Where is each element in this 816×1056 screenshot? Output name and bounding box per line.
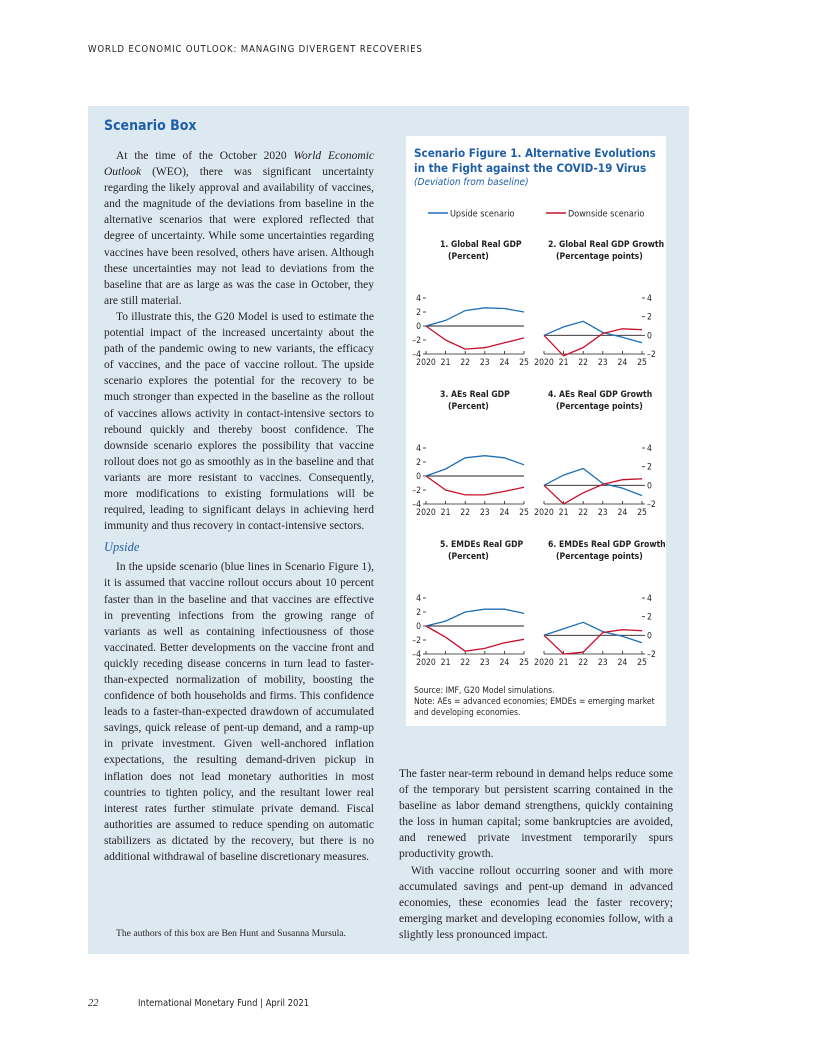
y-tick-label: –2 (647, 350, 656, 360)
panel-unit: (Percentage points) (556, 402, 643, 412)
panel-unit: (Percent) (448, 402, 489, 412)
x-tick-label: 21 (440, 358, 451, 368)
panel-title: 5. EMDEs Real GDP (440, 540, 524, 550)
x-tick-label: 24 (499, 508, 510, 518)
page-number: 22 (88, 998, 99, 1009)
panel-title: 3. AEs Real GDP (440, 390, 510, 400)
x-tick-label: 25 (519, 508, 529, 518)
y-tick-label: –4 (412, 500, 421, 510)
y-tick-label: –2 (647, 500, 656, 510)
footer-text: International Monetary Fund | April 2021 (138, 998, 310, 1009)
x-tick-label: 22 (460, 508, 471, 518)
downside-series-line (426, 626, 524, 651)
x-tick-label: 23 (597, 508, 608, 518)
y-tick-label: 2 (416, 608, 421, 618)
y-tick-label: –2 (412, 636, 421, 646)
legend-downside-label: Downside scenario (568, 209, 645, 220)
x-tick-label: 21 (558, 508, 569, 518)
right-paragraph-2: With vaccine rollout occurring sooner and with more accumulated savings and pent-up demand in advanced economies, these economies lead the faster recovery; emerging market and developing economies follow, with a slightly less pronounced impact. (399, 864, 673, 941)
box-title: Scenario Box (104, 118, 197, 134)
upside-series-line (544, 321, 642, 343)
y-tick-label: –2 (412, 336, 421, 346)
x-tick-label: 25 (519, 358, 529, 368)
y-tick-label: 0 (647, 331, 652, 342)
x-tick-label: 21 (558, 358, 569, 368)
x-tick-label: 2020 (534, 508, 554, 518)
y-tick-label: –2 (647, 650, 656, 660)
scenario-figure (406, 136, 666, 726)
right-column (399, 766, 673, 943)
downside-series-line (544, 479, 642, 504)
panel-unit: (Percentage points) (556, 252, 643, 262)
downside-series-line (426, 326, 524, 349)
downside-series-line (426, 476, 524, 495)
upside-series-line (544, 622, 642, 643)
x-tick-label: 2020 (534, 658, 554, 668)
y-tick-label: 0 (416, 472, 421, 482)
x-tick-label: 2020 (534, 358, 554, 368)
panel-unit: (Percent) (448, 552, 489, 562)
y-tick-label: 4 (416, 594, 421, 604)
x-tick-label: 22 (578, 358, 589, 368)
y-tick-label: 2 (416, 458, 421, 468)
x-tick-label: 24 (617, 658, 628, 668)
panel-unit: (Percent) (448, 252, 489, 262)
y-tick-label: 0 (647, 481, 652, 492)
paragraph-2: To illustrate this, the G20 Model is used to estimate the potential impact of the increased uncertainty about the path of the pandemic owing to new variants, the efficacy of vaccines, and the pace of vaccine rollout. The upside scenario explores the potential for the recovery to be much stronger than expected in the baseline as the rollout of vaccines allows activity in contact-intensive sectors to rebound quickly and thereby boost confidence. The downside scenario explores the possibility that vaccine rollout does not go as smoothly as in the baseline and that variants are more resistant to vaccines. Consequently, more modifications to existing formulations will be required, leading to significant delays in achieving herd immunity and thus recovery in contact-intensive sectors. (104, 310, 374, 533)
x-tick-label: 25 (637, 508, 647, 518)
y-tick-label: 0 (647, 631, 652, 642)
x-tick-label: 23 (597, 358, 608, 368)
y-tick-label: 0 (416, 622, 421, 632)
x-tick-label: 24 (617, 508, 628, 518)
x-tick-label: 22 (460, 358, 471, 368)
x-tick-label: 21 (440, 508, 451, 518)
left-column (104, 148, 374, 865)
x-tick-label: 22 (578, 508, 589, 518)
figure-source (414, 686, 659, 719)
upside-series-line (426, 456, 524, 476)
y-tick-label: –4 (412, 350, 421, 360)
y-tick-label: 2 (647, 612, 652, 623)
x-tick-label: 25 (637, 358, 647, 368)
running-header: WORLD ECONOMIC OUTLOOK: MANAGING DIVERGENT RECOVERIES (88, 44, 423, 55)
upside-heading: Upside (104, 540, 140, 555)
downside-series-line (544, 630, 642, 654)
paragraph-1: At the time of the October 2020 World Economic Outlook (WEO), there was significant uncertainty regarding the likely approval and availability of vaccines, and the magnitude of the deviations from baseline in the alternative scenarios that were explored reflected that degree of uncertainty. While some uncertainties regarding vaccines have been resolved, others have arisen. Although these uncertainties may not lead to deviations from the baseline that are as large as was the case in October, they are still material. (104, 150, 374, 307)
legend-upside-label: Upside scenario (450, 209, 515, 220)
panel-title: 4. AEs Real GDP Growth (548, 390, 653, 400)
panel-title: 1. Global Real GDP (440, 240, 522, 250)
authors-footnote: The authors of this box are Ben Hunt and Susanna Mursula. (116, 928, 346, 939)
panel-unit: (Percentage points) (556, 552, 643, 562)
y-tick-label: 2 (647, 462, 652, 473)
panel-title: 6. EMDEs Real GDP Growth (548, 540, 666, 550)
x-tick-label: 24 (617, 358, 628, 368)
x-tick-label: 23 (479, 358, 490, 368)
x-tick-label: 23 (479, 658, 490, 668)
y-tick-label: 4 (647, 444, 652, 454)
x-tick-label: 22 (460, 658, 471, 668)
right-paragraph-1: The faster near-term rebound in demand helps reduce some of the temporary but persistent scarring contained in the baseline as labor demand strengthens, quickly containing the loss in human capital; some bankruptcies are avoided, and renewed private investment temporarily spurs productivity growth. (399, 768, 673, 861)
y-tick-label: 4 (647, 294, 652, 304)
upside-series-line (426, 308, 524, 326)
y-tick-label: 4 (416, 294, 421, 304)
y-tick-label: 4 (647, 594, 652, 604)
upside-series-line (544, 469, 642, 496)
x-tick-label: 23 (597, 658, 608, 668)
x-tick-label: 22 (578, 658, 589, 668)
y-tick-label: 0 (416, 322, 421, 332)
abbrev-note: Note: AEs = advanced economies; EMDEs = emerging market and developing economies. (414, 697, 655, 718)
y-tick-label: –2 (412, 486, 421, 496)
y-tick-label: 2 (647, 312, 652, 323)
x-tick-label: 21 (440, 658, 451, 668)
panel-title: 2. Global Real GDP Growth (548, 240, 665, 250)
upside-series-line (426, 609, 524, 626)
chart-area (406, 136, 666, 676)
x-tick-label: 24 (499, 358, 510, 368)
x-tick-label: 23 (479, 508, 490, 518)
downside-series-line (544, 329, 642, 356)
y-tick-label: 4 (416, 444, 421, 454)
x-tick-label: 2020 (416, 658, 436, 668)
figure-title: Scenario Figure 1. Alternative Evolutions in the Fight against the COVID-19 Virus (414, 146, 656, 175)
paragraph-3: In the upside scenario (blue lines in Scenario Figure 1), it is assumed that vaccine rollout occurs about 10 percent faster than in the baseline and that vaccines are effective in preventing infections from the growing range of variants as well as containing infectiousness of those vaccinated. Better developments on the vaccine front and quickly receding disease concerns in turn lead to faster-than-expected normalization of mobility, boosting the confidence of both households and firms. This confidence leads to a faster-than-expected drawdown of accumulated savings, quick release of pent-up demand, and a ramp-up in private investment. Given well-anchored inflation expectations, the resulting demand-driven pickup in inflation does not lead monetary authorities in most countries to tighten policy, and the resultant lower real interest rates further stimulate private demand. Fiscal authorities are assumed to reduce spending on automatic stabilizers as dictated by the recovery, but there is no additional withdrawal of baseline discretionary measures. (104, 561, 374, 864)
x-tick-label: 21 (558, 658, 569, 668)
x-tick-label: 2020 (416, 358, 436, 368)
y-tick-label: 2 (416, 308, 421, 318)
x-tick-label: 24 (499, 658, 510, 668)
x-tick-label: 2020 (416, 508, 436, 518)
y-tick-label: –4 (412, 650, 421, 660)
x-tick-label: 25 (637, 658, 647, 668)
figure-subtitle: (Deviation from baseline) (414, 177, 529, 188)
x-tick-label: 25 (519, 658, 529, 668)
source-note: Source: IMF, G20 Model simulations. (414, 686, 555, 696)
